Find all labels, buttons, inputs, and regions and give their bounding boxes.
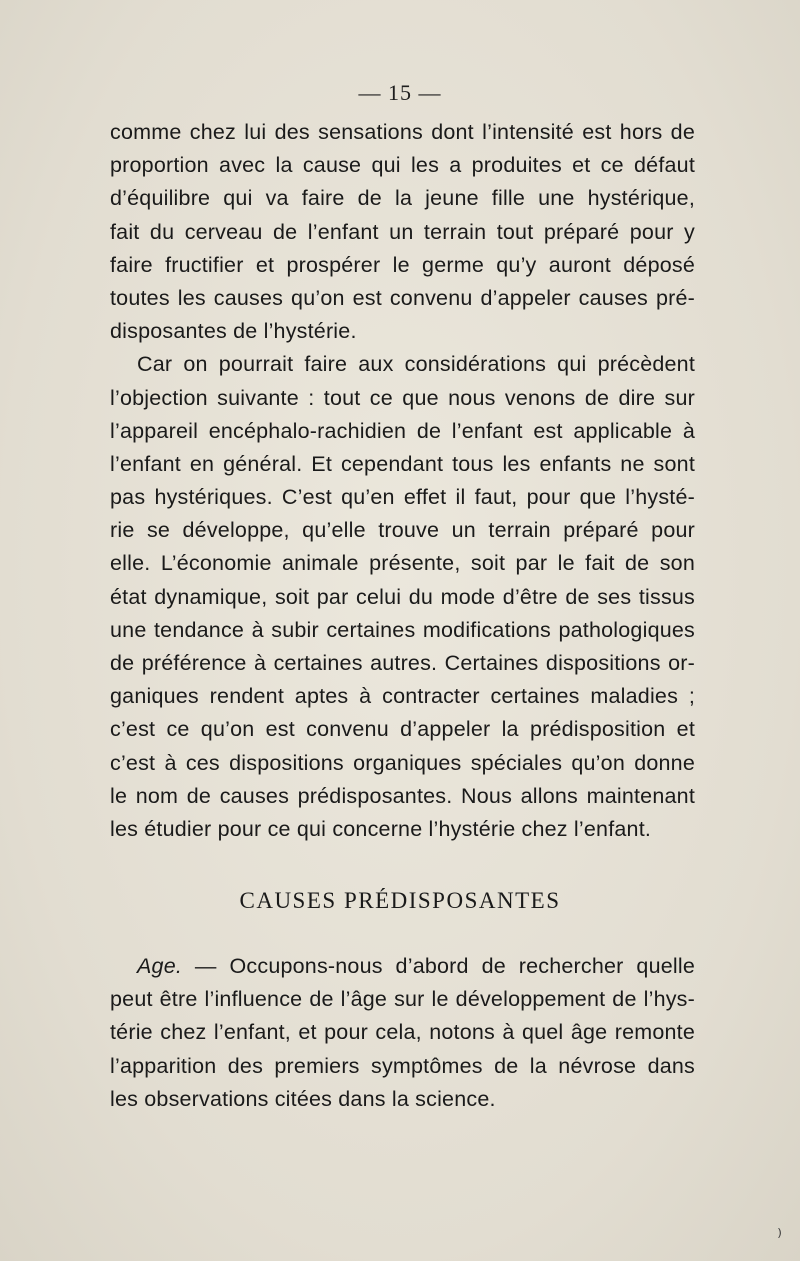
- text-line: les observations citées dans la science.: [110, 1086, 496, 1111]
- section-lead-italic: Age.: [137, 954, 183, 978]
- section-heading: CAUSES PRÉDISPOSANTES: [239, 888, 561, 913]
- text-line: l’objection suivante : tout ce que nous venons de dire sur: [110, 385, 695, 410]
- text-line: Car on pourrait faire aux considérations qui précèdent: [137, 352, 695, 377]
- text-line: les étudier pour ce qui concerne l’hystérie chez l’enfant.: [110, 816, 652, 841]
- age-paragraph: [110, 950, 695, 1116]
- text-line: le nom de causes prédisposantes. Nous allons maintenant: [110, 783, 695, 808]
- page-number: — 15 —: [358, 80, 442, 105]
- text-line: rie se développe, qu’elle trouve un terrain préparé pour: [110, 518, 695, 543]
- text-line: toutes les causes qu’on est convenu d’appeler causes pré-: [110, 285, 695, 310]
- text-line: l’apparition des premiers symptômes de la névrose dans: [110, 1053, 695, 1078]
- text-line: faire fructifier et prospérer le germe qu’y auront déposé: [110, 252, 695, 277]
- text-line: d’équilibre qui va faire de la jeune fille une hystérique,: [110, 186, 695, 211]
- text-line: pas hystériques. C’est qu’en effet il faut, pour que l’hysté-: [110, 485, 695, 510]
- page-edge-mark: ⁾: [777, 1226, 782, 1248]
- text-line: proportion avec la cause qui les a produites et ce défaut: [110, 153, 695, 178]
- text-line: c’est à ces dispositions organiques spéciales qu’on donne: [110, 750, 695, 775]
- body-text: [110, 116, 695, 846]
- text-line: térie chez l’enfant, et pour cela, notons à quel âge remonte: [110, 1020, 695, 1045]
- text-fragment: — Occupons-nous d’abord de rechercher quelle: [182, 954, 695, 978]
- text-line: l’enfant en général. Et cependant tous les enfants ne sont: [110, 451, 695, 476]
- text-line: fait du cerveau de l’enfant un terrain tout préparé pour y: [110, 219, 695, 244]
- text-line: [110, 950, 695, 983]
- text-line: de préférence à certaines autres. Certaines dispositions or-: [110, 651, 695, 675]
- text-line: peut être l’influence de l’âge sur le développement de l’hys-: [110, 987, 695, 1012]
- text-line: ganiques rendent aptes à contracter certaines maladies ;: [110, 684, 695, 709]
- text-line: comme chez lui des sensations dont l’intensité est hors de: [110, 120, 695, 144]
- text-line: une tendance à subir certaines modifications pathologiques: [110, 617, 695, 642]
- text-line: l’appareil encéphalo-rachidien de l’enfant est applicable à: [110, 418, 695, 443]
- text-line: état dynamique, soit par celui du mode d’être de ses tissus: [110, 584, 695, 609]
- text-line: elle. L’économie animale présente, soit par le fait de son: [110, 551, 695, 576]
- text-line: disposantes de l’hystérie.: [110, 319, 357, 344]
- text-line: c’est ce qu’on est convenu d’appeler la prédisposition et: [110, 717, 695, 742]
